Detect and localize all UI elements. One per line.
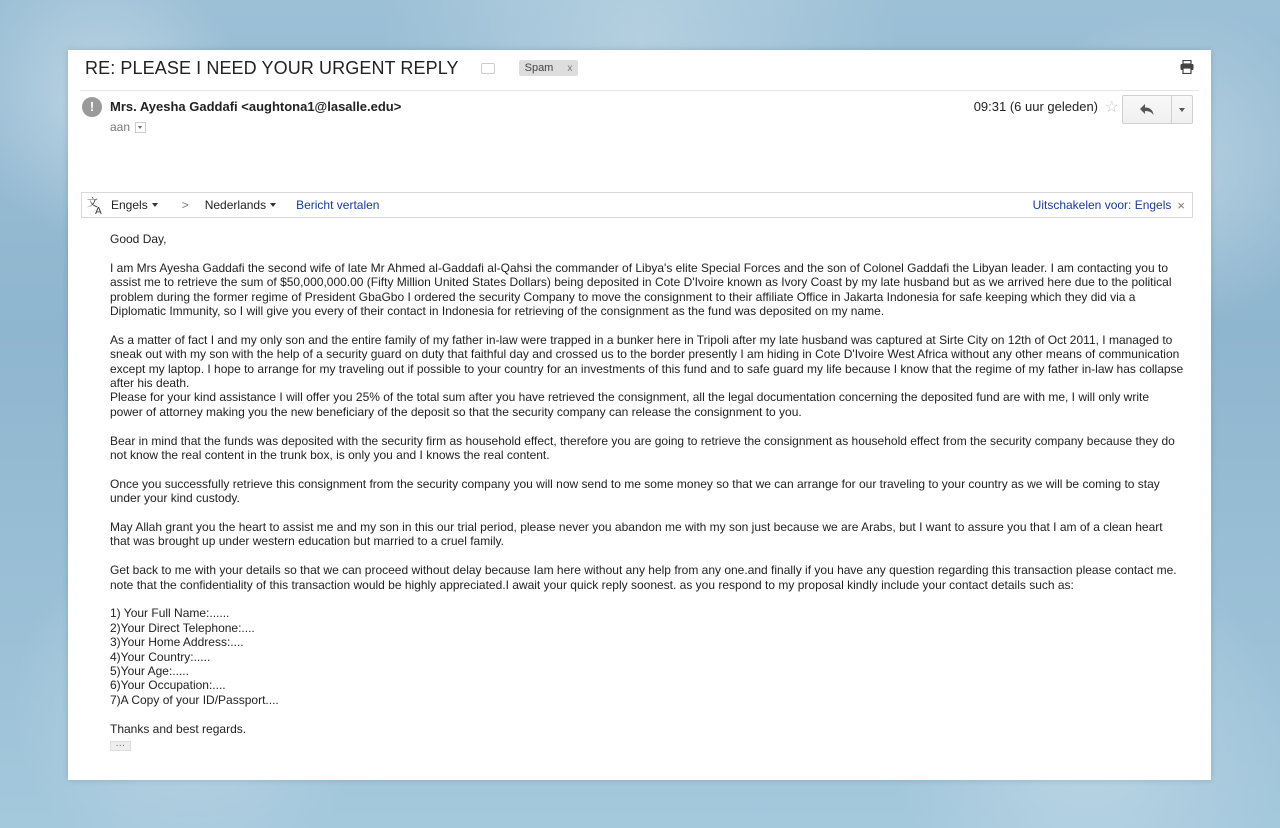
print-icon[interactable] xyxy=(1180,60,1194,74)
reply-button-group xyxy=(1122,95,1193,124)
source-language-label: Engels xyxy=(111,198,148,212)
show-details-button[interactable] xyxy=(135,122,146,133)
translate-bar xyxy=(81,192,1193,218)
disable-translate-group xyxy=(1033,198,1185,213)
close-icon[interactable]: × xyxy=(1177,197,1185,213)
list-item: 2)Your Direct Telephone:.... xyxy=(110,620,255,635)
body-paragraph: Please for your kind assistance I will offer you 25% of the total sum after you have retrieved the consignment, all the legal documentation concerning the deposited fund are with me, I will only write power of attorney making you the new beneficiary of the deposit so that the security company can release the consignment to you. xyxy=(110,390,1150,419)
remove-label-button[interactable]: x xyxy=(567,62,573,74)
body-paragraph: May Allah grant you the heart to assist me and my son in this our trial period, please never you abandon me with my son just because we are Arabs, but I want to assure you that I am of a clean heart that was brought up under western education but married to a cruel family. xyxy=(110,520,1163,549)
chevron-down-icon xyxy=(1179,108,1185,112)
email-body xyxy=(110,232,1185,736)
email-time: 09:31 (6 uur geleden) xyxy=(973,99,1098,114)
label-importance-marker[interactable] xyxy=(481,63,495,74)
source-language-select[interactable] xyxy=(111,198,158,212)
list-item: 4)Your Country:..... xyxy=(110,649,211,664)
reply-button[interactable] xyxy=(1123,96,1172,123)
star-icon[interactable]: ☆ xyxy=(1104,99,1119,116)
svg-text:文: 文 xyxy=(87,196,98,209)
target-language-label: Nederlands xyxy=(204,198,267,212)
list-item: 3)Your Home Address:.... xyxy=(110,635,244,650)
translate-icon xyxy=(87,195,105,215)
translate-message-link[interactable]: Bericht vertalen xyxy=(296,198,380,212)
list-item: 1) Your Full Name:...... xyxy=(110,606,230,621)
more-actions-button[interactable] xyxy=(1172,96,1192,123)
spam-label-chip xyxy=(519,60,579,76)
svg-text:A: A xyxy=(95,206,102,215)
list-item: 6)Your Occupation:.... xyxy=(110,678,226,693)
body-paragraph: As a matter of fact I and my only son and the entire family of my father in-law were trapped in a bunker here in Tripoli after my late husband was captured at Sirte City on 12th of Oct 2011, I managed to sneak out with my son with the help of a security guard on duty that faithful day and crossed us to the border presently I am hiding in Cote D'Ivoire West Africa without any other means of communication except my laptop. I hope to arrange for my traveling out if possible to your country for an investments of this fund and to safe guard my life because I know that the regime of my father in-law has collapse after his death. xyxy=(110,332,1184,391)
body-paragraph: Bear in mind that the funds was deposited with the security firm as household effect, therefore you are going to retrieve the consignment as household effect from the security company because they do not know the real content in the trunk box, is only you and I knows the real content. xyxy=(110,433,1175,463)
header-divider xyxy=(80,90,1199,91)
exclamation-icon: ! xyxy=(82,97,102,117)
list-item: 5)Your Age:..... xyxy=(110,664,189,679)
target-language-select[interactable] xyxy=(205,198,276,212)
body-paragraph: Once you successfully retrieve this consignment from the security company you will now send to me some money so that we can arrange for our traveling to your country as we will be coming to stay under your kind custody. xyxy=(110,476,1160,506)
reply-icon xyxy=(1140,104,1154,115)
body-paragraph: I am Mrs Ayesha Gaddafi the second wife of late Mr Ahmed al-Gaddafi al-Qahsi the commander of Libya's elite Special Forces and the son of Colonel Gaddafi the Libyan leader. I am contacting you to assist me to retrieve the sum of $50,000,000.00 (Fifty Million United States Dollars) being deposited in Cote D'Ivoire known as Ivory Coast by my late husband but as we arrived here due to the political problem during the former regime of President GbaGbo I ordered the security Company to move the consignment to their affiliate Office in Jakarta Indonesia for safe keeping which they did via a Diplomatic Immunity, so I will give you every of their contact in Indonesia for retrieving of the consignment as the fund was deposited on my name. xyxy=(110,260,1172,319)
closing: Thanks and best regards. xyxy=(110,721,247,736)
chevron-down-icon xyxy=(270,203,276,207)
greeting: Good Day, xyxy=(110,232,167,246)
recipient-row xyxy=(110,120,146,134)
spam-label-text: Spam xyxy=(524,62,554,74)
disable-translate-link[interactable]: Uitschakelen voor: Engels xyxy=(1032,198,1172,212)
sender-name[interactable]: Mrs. Ayesha Gaddafi <aughtona1@lasalle.edu> xyxy=(110,99,402,114)
arrow-right-icon: > xyxy=(181,198,189,212)
show-trimmed-content-button[interactable]: … xyxy=(110,741,131,751)
body-paragraph: Get back to me with your details so that we can proceed without delay because Iam here without any help from any one.and finally if you have any question regarding this transaction please contact me. note that the confidentiality of this transaction would be highly appreciated.I await your quick reply soonest. as you respond to my proposal kindly include your contact details such as: xyxy=(110,563,1177,592)
subject-row xyxy=(85,57,1194,79)
chevron-down-icon xyxy=(152,203,158,207)
recipient-label: aan xyxy=(110,120,131,134)
email-subject: RE: PLEASE I NEED YOUR URGENT REPLY xyxy=(85,57,459,78)
email-panel xyxy=(68,50,1211,780)
list-item: 7)A Copy of your ID/Passport.... xyxy=(110,692,279,707)
